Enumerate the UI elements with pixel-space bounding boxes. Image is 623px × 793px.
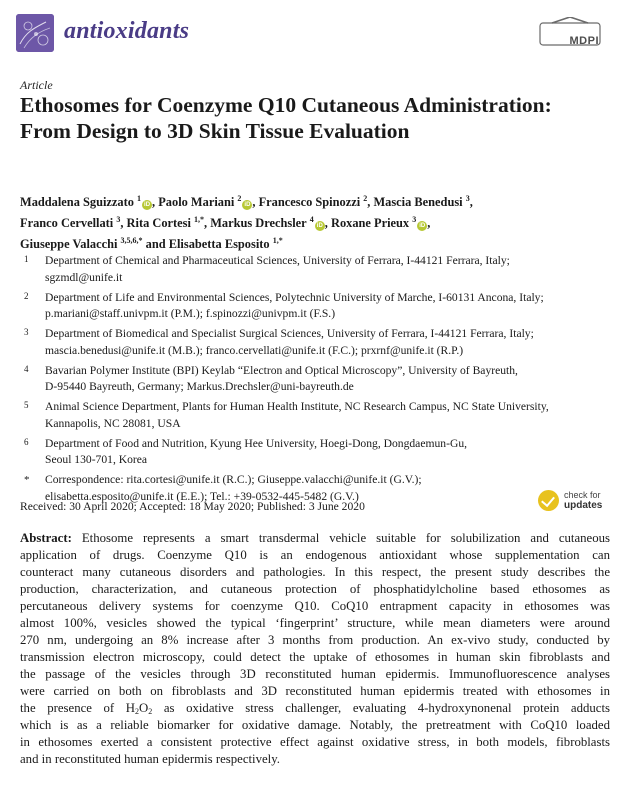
abstract-line: transmission electron microscopy, could detect the uptake of ethosomes in human skin fibroblasts and [20, 650, 610, 664]
abstract-text: the presence of H [20, 701, 136, 715]
abstract-line: 270 nm, undergoing an 8% increase after 3 months from production. An ex-vivo study, conducted by [20, 633, 610, 647]
affiliation-number: 2 [24, 290, 29, 301]
correspondence-marker: * [24, 474, 30, 486]
affiliation-text: Animal Science Department, Plants for Human Health Institute, NC Research Campus, NC State University, [45, 400, 549, 413]
orcid-icon[interactable]: iD [244, 202, 251, 208]
affiliation-text: Department of Life and Environmental Sciences, Polytechnic University of Marche, I-60131 Ancona, Italy; [45, 290, 544, 304]
subscript: 2 [148, 707, 153, 716]
abstract-line: and in reconstituted human epidermis respectively. [20, 752, 281, 766]
affiliation-email[interactable]: mascia.benedusi@unife.it (M.B.); franco.cervellati@unife.it (F.C.); prxrnf@unife.it (R.P.) [45, 343, 464, 357]
abstract-text: as oxidative stress challenger, evaluating 4-hydroxynonenal protein adducts [152, 701, 610, 715]
author-name[interactable]: Giuseppe Valacchi [20, 237, 118, 251]
author-line [20, 192, 610, 213]
author-name[interactable]: , Francesco Spinozzi [252, 195, 361, 209]
affiliation-text: Seoul 130-701, Korea [45, 453, 148, 466]
abstract-label: Abstract: [20, 531, 72, 545]
author-separator: , [469, 195, 473, 209]
check-updates-label-bold: updates [564, 500, 603, 511]
author-separator: , [427, 216, 431, 230]
author-line [20, 234, 610, 255]
check-updates-label: check for [564, 490, 601, 500]
author-name[interactable]: Franco Cervellati [20, 216, 114, 230]
publication-dates: Received: 30 April 2020; Accepted: 18 May 2020; Published: 3 June 2020 [20, 500, 365, 513]
subscript: 2 [135, 707, 140, 716]
affiliation-item [20, 436, 610, 469]
article-title: Ethosomes for Coenzyme Q10 Cutaneous Administration: From Design to 3D Skin Tissue Evaluation [20, 93, 552, 143]
orcid-icon[interactable]: iD [419, 223, 426, 229]
author-affil-sup: 4 [309, 215, 314, 224]
affiliation-item [20, 290, 610, 323]
abstract-line: application of drugs. Coenzyme Q10 is an endogenous antioxidant whose supplementation can [20, 548, 610, 562]
author-affil-sup: 3 [412, 215, 417, 224]
affiliation-text: Bavarian Polymer Institute (BPI) Keylab “Electron and Optical Microscopy”, University of Bayreuth, [45, 363, 518, 377]
affiliation-text: Kannapolis, NC 28081, USA [45, 416, 181, 430]
affiliation-number: 6 [24, 436, 29, 447]
abstract-line: were carried on both on fibroblasts and 3D reconstituted human epidermis treated with ethosomes in [20, 684, 610, 698]
abstract-line [20, 530, 610, 547]
abstract-line: production, characterization, and cutaneous protection of phosphatidylcholine based ethosomes as [20, 582, 610, 596]
affiliation-email[interactable]: p.mariani@staff.univpm.it (P.M.); f.spinozzi@univpm.it (F.S.) [45, 307, 336, 320]
author-name[interactable]: , Markus Drechsler [204, 216, 307, 230]
correspondence-text[interactable]: Correspondence: rita.cortesi@unife.it (R.C.); Giuseppe.valacchi@unife.it (G.V.); [45, 473, 422, 486]
affiliation-text: Department of Chemical and Pharmaceutical Sciences, University of Ferrara, I-44121 Ferrara, Italy; [45, 254, 510, 267]
publisher-name: MDPI [569, 35, 599, 47]
journal-header [16, 14, 608, 54]
author-affil-sup: 1,* [272, 236, 283, 245]
affiliation-number: 1 [24, 254, 29, 264]
affiliation-item [20, 253, 610, 286]
abstract-line: counteract many cutaneous disorders and pathologies. In this respect, the present study describes the [20, 565, 610, 579]
author-name[interactable]: , Roxane Prieux [324, 216, 410, 230]
affiliation-item [20, 326, 610, 359]
abstract-line: in ethosomes exerted a consistent protective effect against oxidative stress, in both models, fibroblasts [20, 735, 610, 749]
affiliation-number: 5 [24, 400, 29, 410]
orcid-icon[interactable]: iD [144, 202, 151, 208]
author-affil-sup: 1 [137, 194, 142, 203]
abstract [20, 530, 610, 768]
abstract-text: O [139, 701, 149, 715]
abstract-line: percutaneous delivery systems for coenzyme Q10. CoQ10 entrapment capacity in ethosomes was [20, 599, 610, 613]
affiliation-number: 4 [24, 363, 29, 374]
author-name[interactable]: , Paolo Mariani [152, 195, 235, 209]
correspondence-text[interactable]: elisabetta.esposito@unife.it (E.E.); Tel.: +39-0532-445-5482 (G.V.) [45, 489, 359, 503]
author-affil-sup: 2 [363, 194, 368, 203]
author-affil-sup: 3 [465, 194, 470, 203]
abstract-line [20, 700, 610, 717]
article-type: Article [20, 78, 53, 92]
author-line [20, 213, 610, 234]
affiliation-number: 3 [24, 327, 29, 337]
affiliation-text: Department of Food and Nutrition, Kyung Hee University, Hoegi-Dong, Dongdaemun-Gu, [45, 436, 468, 450]
author-name[interactable]: , Mascia Benedusi [367, 195, 463, 209]
affiliation-email[interactable]: D-95440 Bayreuth, Germany; Markus.Drechsler@uni-bayreuth.de [45, 380, 354, 393]
author-affil-sup: 3 [116, 215, 121, 224]
affiliation-item [20, 399, 610, 432]
affiliation-text: Department of Biomedical and Specialist Surgical Sciences, University of Ferrara, I-44121 Ferrara, Italy; [45, 327, 534, 340]
author-affil-sup: 2 [237, 194, 242, 203]
author-name[interactable]: Maddalena Sguizzato [20, 195, 134, 209]
author-name[interactable]: and Elisabetta Esposito [142, 237, 270, 251]
orcid-icon[interactable]: iD [316, 223, 323, 229]
abstract-text: Ethosome represents a smart transdermal vehicle suitable for solubilization and cutaneous [71, 531, 610, 545]
author-affil-sup: 3,5,6,* [120, 236, 143, 245]
abstract-line: almost 100%, vesicles showed the typical ‘fingerprint’ structure, while mean diameters were around [20, 616, 610, 630]
journal-name: antioxidants [64, 18, 190, 44]
affiliation-item [20, 363, 610, 396]
journal-logo-icon [16, 14, 54, 52]
author-list [20, 192, 610, 255]
abstract-line: which is as a reliable biomarker for oxidative damage. Notably, the pretreatment with CoQ10 loaded [20, 718, 610, 732]
check-for-updates-button[interactable] [538, 489, 610, 513]
check-updates-icon [538, 490, 559, 511]
affiliation-email[interactable]: sgzmdl@unife.it [45, 270, 123, 284]
author-name[interactable]: , Rita Cortesi [120, 216, 191, 230]
author-affil-sup: 1,* [194, 215, 205, 224]
affiliation-list [20, 253, 610, 509]
abstract-line: the passage of the vesicles through 3D reconstituted human epidermis. Immunofluorescence analyses [20, 667, 610, 681]
